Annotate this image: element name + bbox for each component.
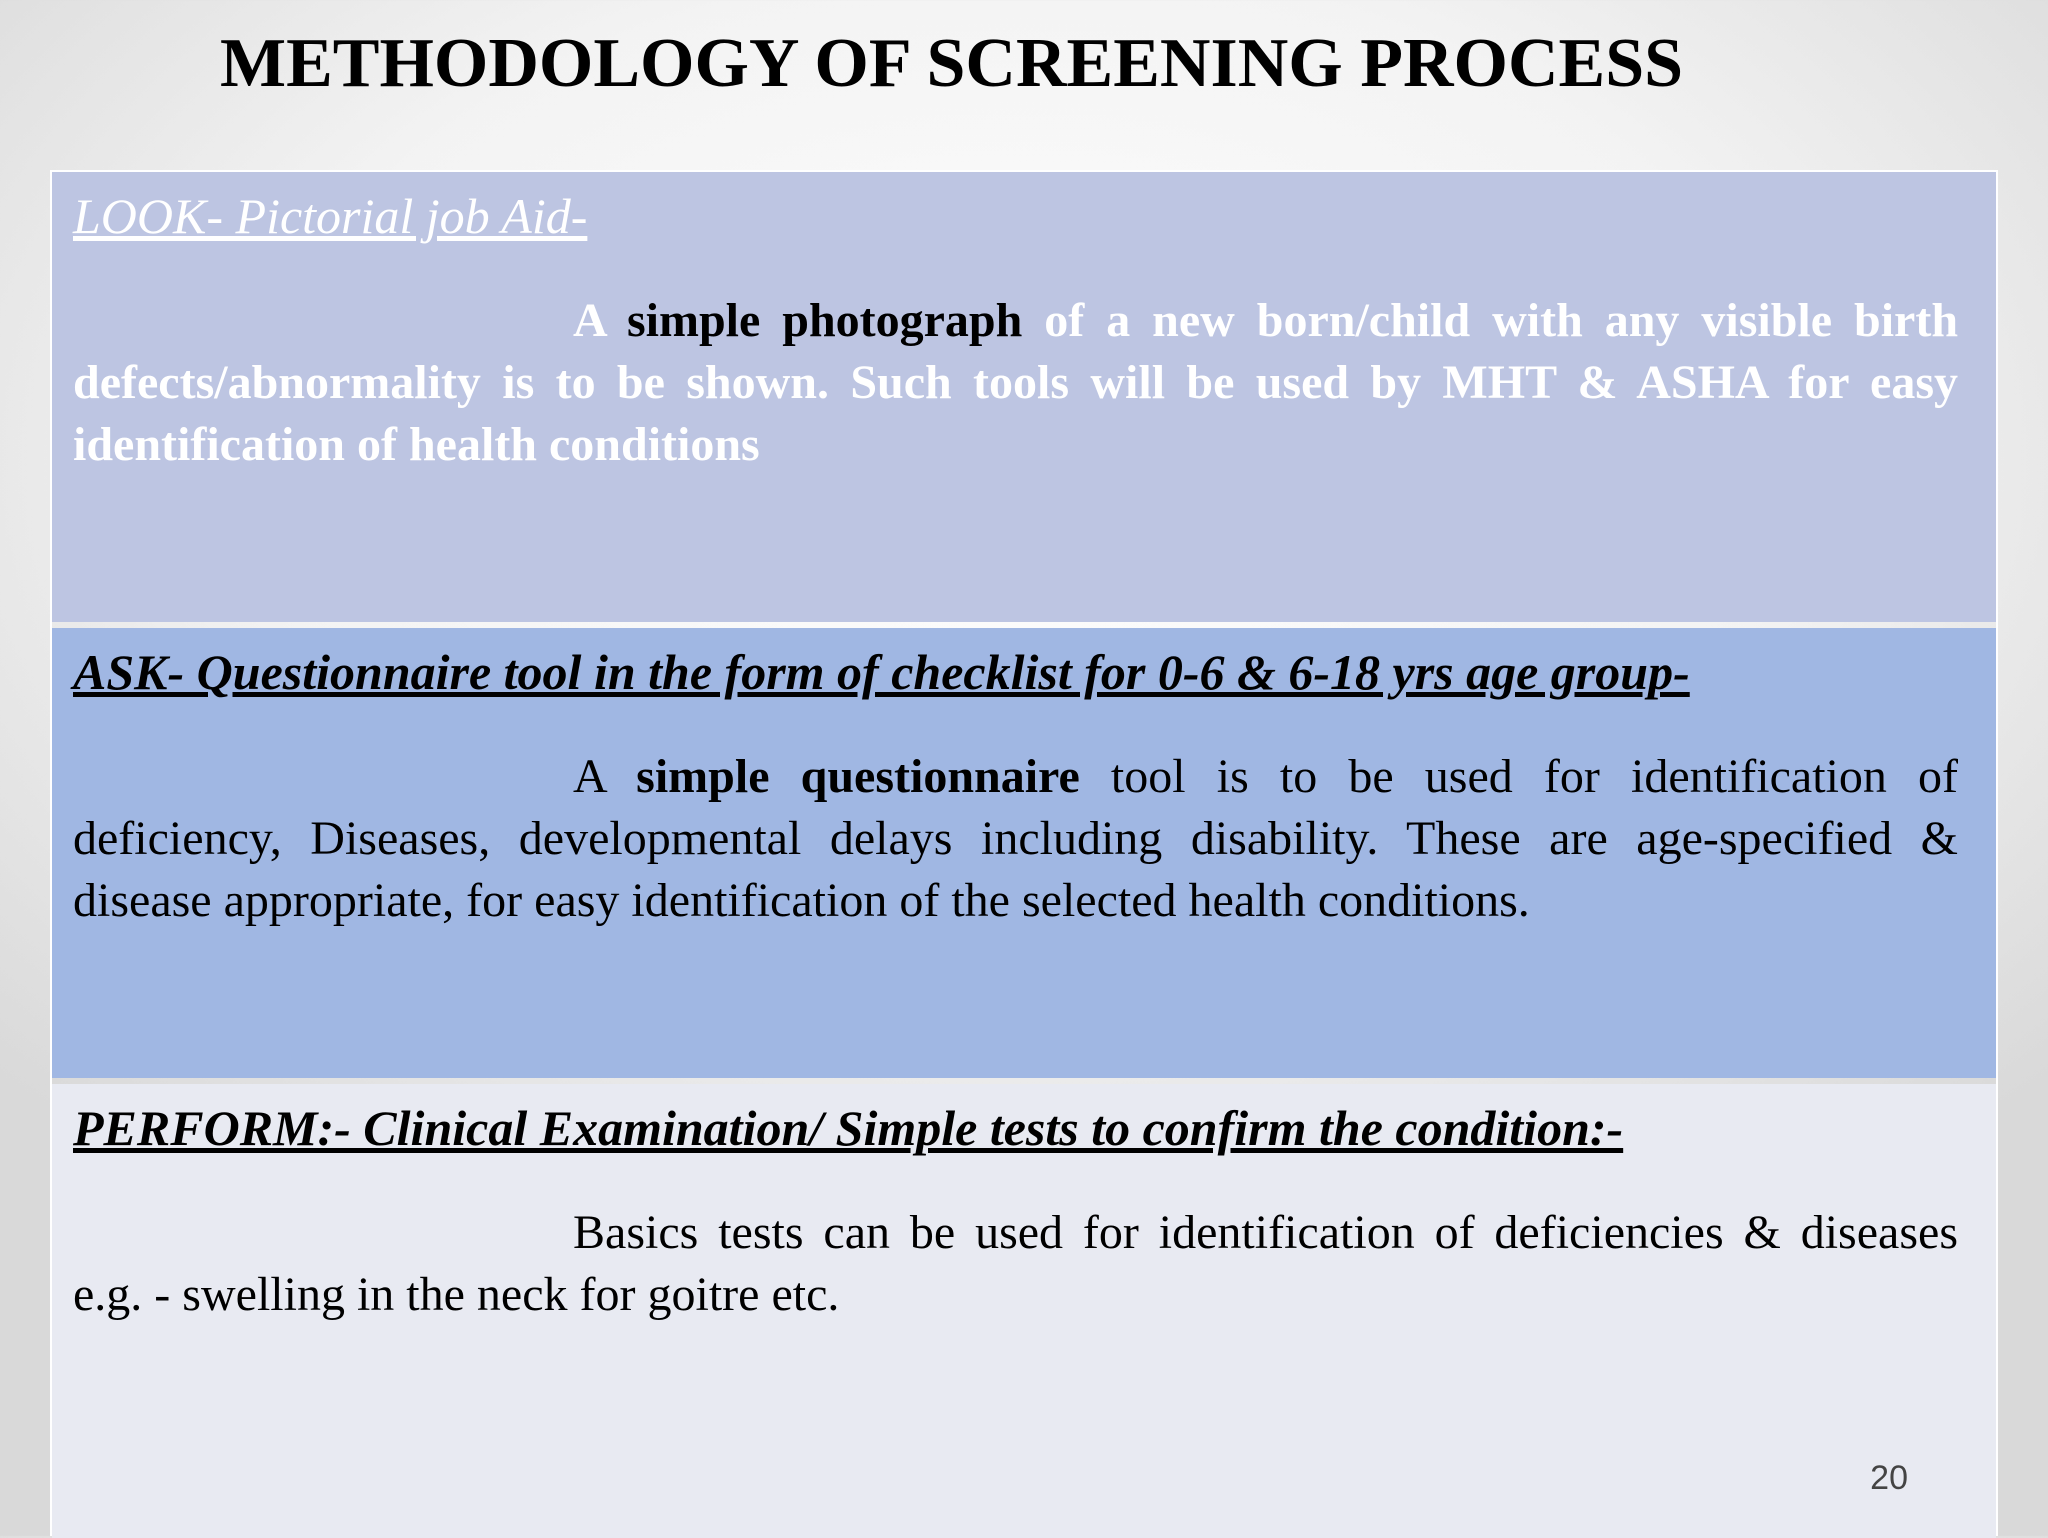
perform-row (52, 1084, 1996, 1538)
perform-body: Basics tests can be used for identification of deficiencies & diseases e.g. - swelling in the neck for goitre etc. (73, 1206, 1958, 1321)
page-number: 20 (1870, 1459, 1908, 1497)
look-body-emphasis: simple photograph (626, 294, 1023, 347)
slide-title: METHODOLOGY OF SCREENING PROCESS (220, 25, 1684, 102)
look-body-pre: A (573, 294, 627, 347)
ask-body-pre: A (573, 750, 637, 803)
look-heading: LOOK- Pictorial job Aid- (73, 188, 588, 244)
look-row (52, 172, 1996, 622)
look-body (73, 290, 1958, 476)
ask-row (52, 628, 1996, 1078)
ask-heading: ASK- Questionnaire tool in the form of checklist for 0-6 & 6-18 yrs age group- (73, 644, 1690, 700)
perform-heading: PERFORM:- Clinical Examination/ Simple tests to confirm the condition:- (73, 1100, 1624, 1156)
ask-body (73, 746, 1958, 932)
look-body-post: of a new born/child with any visible birth defects/abnormality is to be shown. Such tools will be used by MHT & ASHA for easy identification of health conditions (73, 294, 1959, 471)
ask-body-post: tool is to be used for identification of deficiency, Diseases, developmental delays including disability. These are age-specified & disease appropriate, for easy identification of the selected health conditions. (73, 750, 1959, 927)
screening-table (50, 170, 1998, 1536)
ask-body-emphasis: simple questionnaire (636, 750, 1080, 803)
